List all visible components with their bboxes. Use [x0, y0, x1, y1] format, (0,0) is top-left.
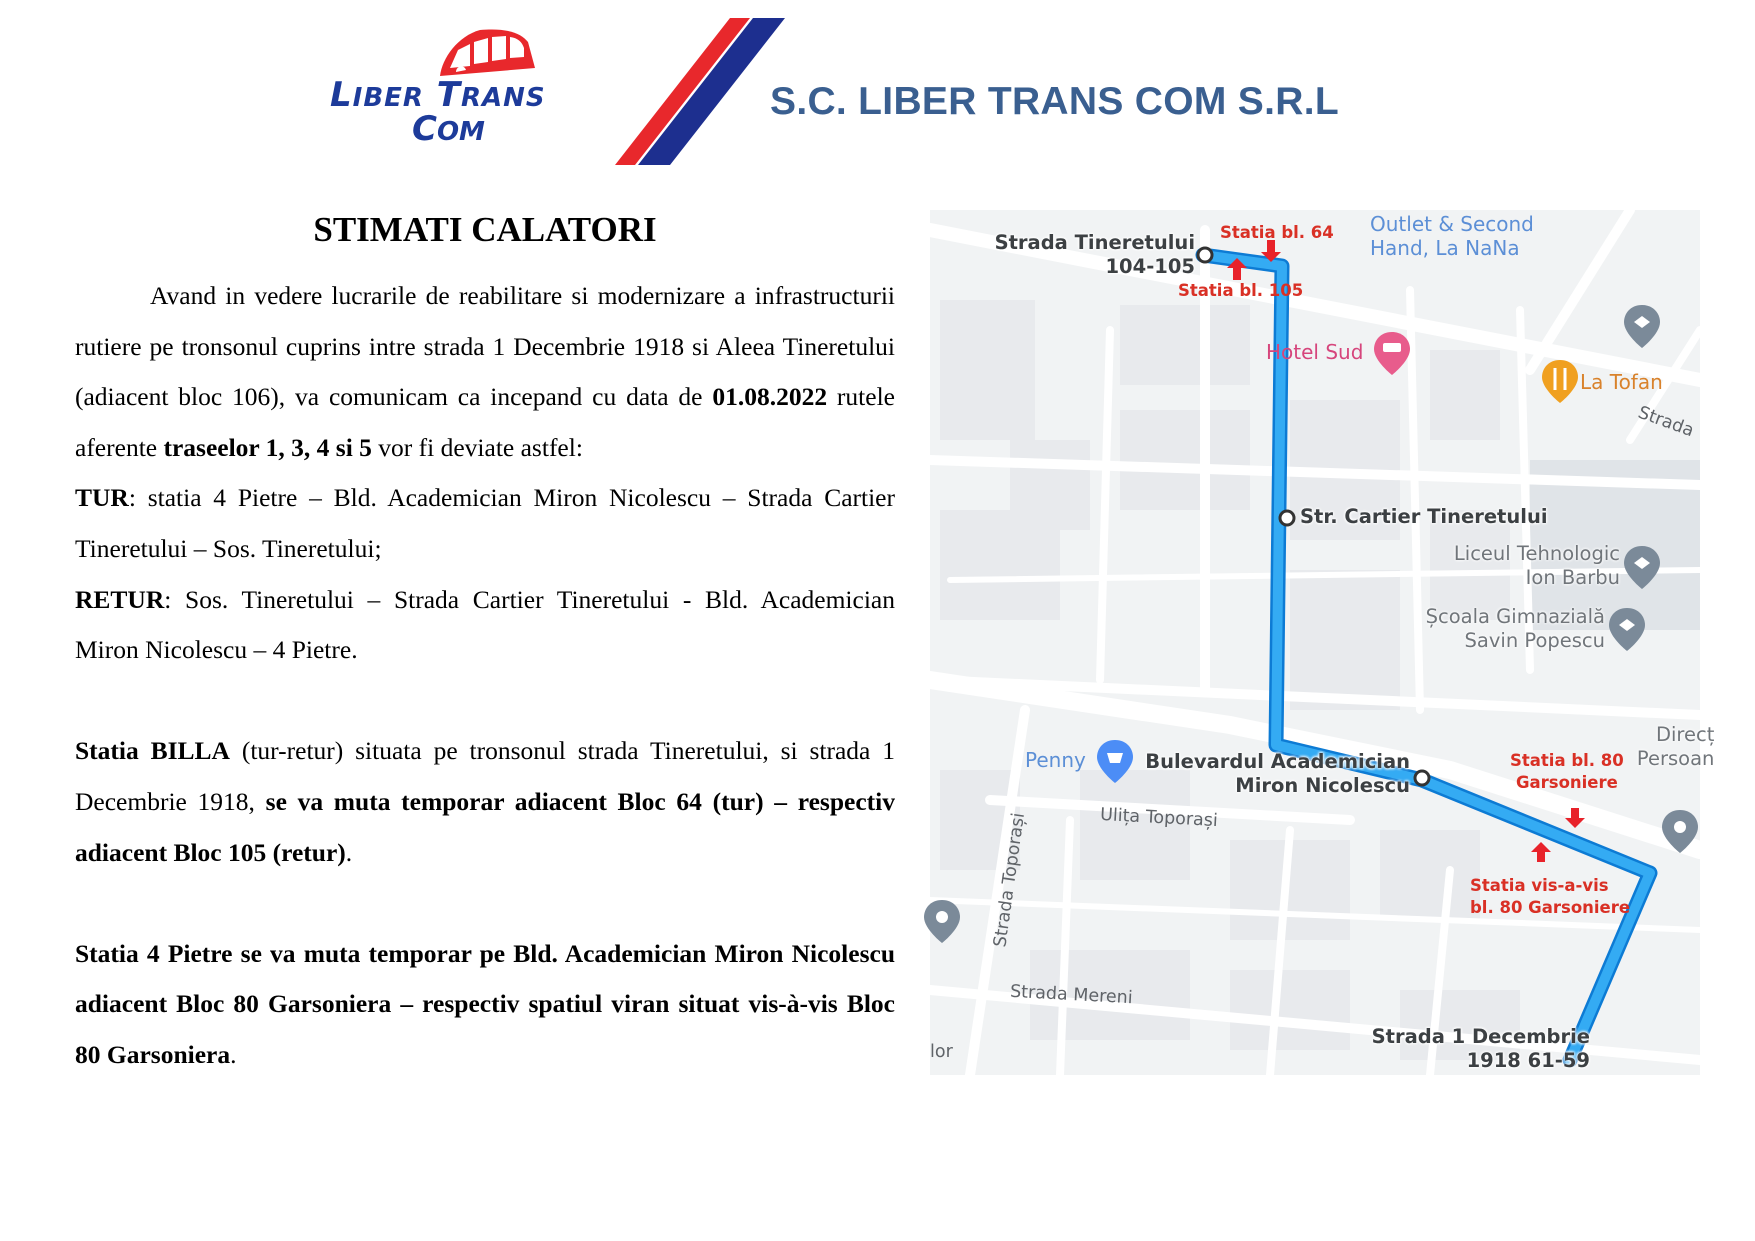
statia-64-label: Statia bl. 64 — [1220, 223, 1334, 242]
start-stop-label: Strada Tineretului 104-105 — [994, 231, 1195, 278]
statia-105-label: Statia bl. 105 — [1178, 281, 1304, 300]
directia-label: Direcț Persoan — [1636, 723, 1715, 770]
intro-paragraph: Avand in vedere lucrarile de reabilitare si modernizare a infrastructurii rutiere pe tronsonul cuprins intre strada 1 Decembrie 1918 si Aleea Tineretului (adiacent bloc 106), va comunicam ca incepand cu data de 01.08.2022 rutele aferente traseelor 1, 3, 4 si 5 vor fi deviate astfel: — [75, 281, 895, 462]
toporasi-label: Strada Toporași — [990, 811, 1030, 949]
notice-title: STIMATI CALATORI — [313, 210, 657, 249]
outlet-label: Outlet & Second Hand, La NaNa — [1370, 212, 1534, 260]
end-stop-label: Strada 1 Decembrie 1918 61-59 — [1371, 1025, 1590, 1072]
bulevard-label: Bulevardul Academician Miron Nicolescu — [1145, 750, 1410, 797]
notice-body — [75, 271, 895, 1081]
svg-text:LIBER TRANS: LIBER TRANS — [330, 75, 546, 115]
company-name: S.C. LIBER TRANS COM S.R.L — [770, 80, 1339, 123]
pietre-paragraph: Statia 4 Pietre se va muta temporar pe Bld. Academician Miron Nicolescu adiacent Bloc 80 Garsoniera – respectiv spatiul viran situat vis-à-vis Bloc 80 Garsoniera. — [75, 938, 895, 1069]
ulita-label: Ulița Toporași — [1099, 804, 1219, 832]
route-map — [930, 210, 1715, 1075]
svg-text:COM: COM — [412, 109, 485, 149]
strada-edge-label: Strada — [1635, 402, 1697, 442]
lor-label: lor — [930, 1042, 953, 1062]
billa-paragraph: Statia BILLA (tur-retur) situata pe tronsonul strada Tineretului, si strada 1 Decembrie 1918, se va muta temporar adiacent Bloc 64 (tur) – respectiv adiacent Bloc 105 (retur). — [75, 736, 895, 867]
cartier-label: Str. Cartier Tineretului — [1300, 505, 1548, 528]
statia-80-label: Statia bl. 80 Garsoniere — [1510, 751, 1624, 792]
mereni-label: Strada Mereni — [1009, 981, 1134, 1009]
retur-paragraph: RETUR: Sos. Tineretului – Strada Cartier Tineretului - Bld. Academician Miron Nicolescu – 4 Pietre. — [75, 584, 895, 665]
company-logo — [330, 28, 610, 148]
brand-stripes — [615, 15, 790, 170]
bus-logo-icon — [330, 28, 610, 148]
tofan-label: La Tofan — [1580, 370, 1663, 394]
tur-paragraph: TUR: statia 4 Pietre – Bld. Academician Miron Nicolescu – Strada Cartier Tineretului – Sos. Tineretului; — [75, 483, 895, 563]
vis-a-vis-label: Statia vis-a-vis bl. 80 Garsoniere — [1470, 876, 1631, 917]
hotel-label: Hotel Sud — [1266, 340, 1364, 364]
penny-label: Penny — [1025, 748, 1086, 772]
scoala-label: Școala Gimnazială Savin Popescu — [1425, 605, 1605, 652]
liceu-label: Liceul Tehnologic Ion Barbu — [1453, 542, 1620, 589]
